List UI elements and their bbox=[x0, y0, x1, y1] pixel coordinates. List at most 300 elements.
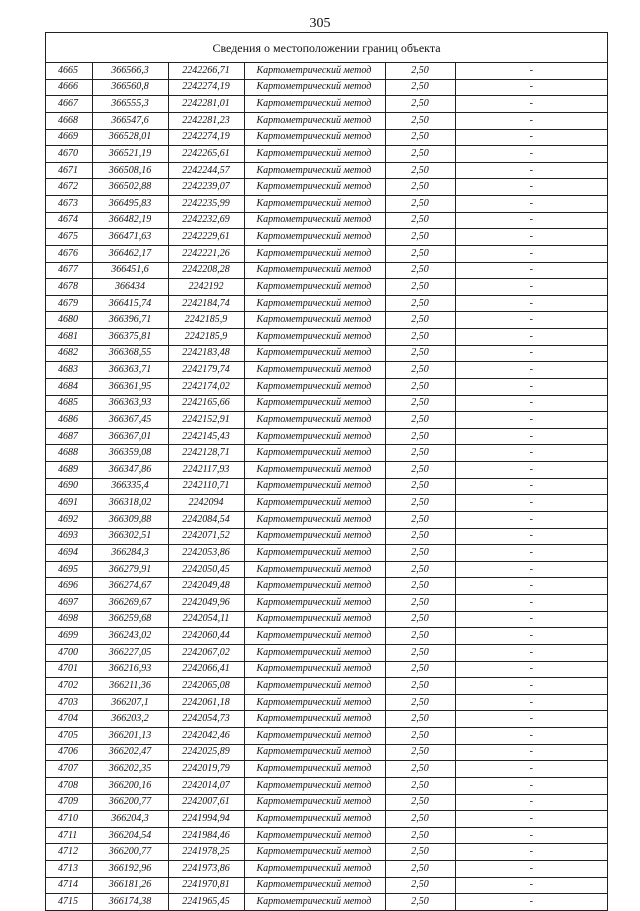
description-cell: - bbox=[455, 478, 607, 495]
x-coordinate-cell: 366200,77 bbox=[92, 794, 168, 811]
description-cell: - bbox=[455, 827, 607, 844]
description-cell: - bbox=[455, 262, 607, 279]
method-cell: Картометрический метод bbox=[244, 711, 385, 728]
description-cell: - bbox=[455, 694, 607, 711]
error-cell: 2,50 bbox=[385, 96, 455, 113]
y-coordinate-cell: 2242265,61 bbox=[168, 146, 244, 163]
method-cell: Картометрический метод bbox=[244, 744, 385, 761]
point-number-cell: 4674 bbox=[46, 212, 92, 229]
x-coordinate-cell: 366482,19 bbox=[92, 212, 168, 229]
y-coordinate-cell: 2242042,46 bbox=[168, 728, 244, 745]
error-cell: 2,50 bbox=[385, 511, 455, 528]
y-coordinate-cell: 2242007,61 bbox=[168, 794, 244, 811]
x-coordinate-cell: 366243,02 bbox=[92, 628, 168, 645]
x-coordinate-cell: 366566,3 bbox=[92, 63, 168, 79]
method-cell: Картометрический метод bbox=[244, 378, 385, 395]
error-cell: 2,50 bbox=[385, 63, 455, 79]
description-cell: - bbox=[529, 896, 533, 908]
y-coordinate-cell: 2242232,69 bbox=[168, 212, 244, 229]
error-cell: 2,50 bbox=[385, 694, 455, 711]
description-cell: - bbox=[455, 196, 607, 213]
x-coordinate-cell: 366181,26 bbox=[92, 877, 168, 894]
point-number-cell: 4693 bbox=[46, 528, 92, 545]
point-number-cell: 4700 bbox=[46, 644, 92, 661]
point-number-cell: 4705 bbox=[46, 728, 92, 745]
y-coordinate-cell: 2242084,54 bbox=[168, 511, 244, 528]
description-cell: - bbox=[455, 661, 607, 678]
y-coordinate-cell: 2242128,71 bbox=[168, 445, 244, 462]
error-cell: 2,50 bbox=[385, 827, 455, 844]
table-row bbox=[46, 79, 607, 96]
method-cell: Картометрический метод bbox=[244, 279, 385, 296]
table-row bbox=[46, 245, 607, 262]
error-cell: 2,50 bbox=[385, 279, 455, 296]
x-coordinate-cell: 366302,51 bbox=[92, 528, 168, 545]
y-coordinate-cell: 2242208,28 bbox=[168, 262, 244, 279]
description-cell: - bbox=[455, 877, 607, 894]
table-row bbox=[46, 462, 607, 479]
description-cell: - bbox=[455, 561, 607, 578]
x-coordinate-cell: 366368,55 bbox=[92, 345, 168, 362]
method-cell: Картометрический метод bbox=[244, 495, 385, 512]
x-coordinate-cell: 366547,6 bbox=[92, 112, 168, 129]
x-coordinate-cell: 366363,71 bbox=[92, 362, 168, 379]
point-number-cell: 4672 bbox=[46, 179, 92, 196]
x-coordinate-cell: 366528,01 bbox=[92, 129, 168, 146]
method-cell: Картометрический метод bbox=[244, 761, 385, 778]
table-row bbox=[46, 861, 607, 878]
y-coordinate-cell: 2242185,9 bbox=[168, 329, 244, 346]
method-cell: Картометрический метод bbox=[244, 578, 385, 595]
error-cell: 2,50 bbox=[385, 611, 455, 628]
point-number-cell: 4703 bbox=[46, 694, 92, 711]
error-cell: 2,50 bbox=[385, 245, 455, 262]
error-cell: 2,50 bbox=[385, 678, 455, 695]
x-coordinate-cell: 366335,4 bbox=[92, 478, 168, 495]
x-coordinate-cell: 366318,02 bbox=[92, 495, 168, 512]
method-cell: Картометрический метод bbox=[244, 528, 385, 545]
error-cell: 2,50 bbox=[385, 478, 455, 495]
table-row bbox=[46, 279, 607, 296]
method-cell: Картометрический метод bbox=[244, 295, 385, 312]
section-title: Сведения о местоположении границ объекта bbox=[46, 33, 607, 63]
x-coordinate-cell: 366495,83 bbox=[92, 196, 168, 213]
method-cell: Картометрический метод bbox=[244, 129, 385, 146]
x-coordinate-cell: 366211,36 bbox=[92, 678, 168, 695]
table-row bbox=[46, 63, 607, 79]
method-cell: Картометрический метод bbox=[244, 345, 385, 362]
error-cell: 2,50 bbox=[385, 661, 455, 678]
y-coordinate-cell: 2241978,25 bbox=[168, 844, 244, 861]
table-row bbox=[46, 628, 607, 645]
description-cell: - bbox=[455, 495, 607, 512]
point-number-cell: 4696 bbox=[46, 578, 92, 595]
y-coordinate-cell: 2242066,41 bbox=[168, 661, 244, 678]
description-cell: - bbox=[455, 279, 607, 296]
method-cell: Картометрический метод bbox=[244, 894, 385, 910]
description-cell: - bbox=[455, 861, 607, 878]
table-row bbox=[46, 678, 607, 695]
x-coordinate-cell: 366361,95 bbox=[92, 378, 168, 395]
x-coordinate-cell: 366192,96 bbox=[92, 861, 168, 878]
page-number: 305 bbox=[309, 16, 331, 31]
x-coordinate-cell: 366227,05 bbox=[92, 644, 168, 661]
method-cell: Картометрический метод bbox=[244, 395, 385, 412]
x-coordinate-cell: 366174,38 bbox=[92, 894, 168, 910]
y-coordinate-cell: 2241984,46 bbox=[168, 827, 244, 844]
description-cell: - bbox=[455, 162, 607, 179]
description-cell: - bbox=[455, 578, 607, 595]
point-number-cell: 4668 bbox=[46, 112, 92, 129]
error-cell: 2,50 bbox=[385, 196, 455, 213]
method-cell: Картометрический метод bbox=[244, 79, 385, 96]
y-coordinate-cell: 2242049,96 bbox=[168, 595, 244, 612]
table-row bbox=[46, 811, 607, 828]
y-coordinate-cell: 2242184,74 bbox=[168, 295, 244, 312]
point-number-cell: 4678 bbox=[46, 279, 92, 296]
y-coordinate-cell: 2242229,61 bbox=[168, 229, 244, 246]
x-coordinate-cell: 366502,88 bbox=[92, 179, 168, 196]
x-coordinate-cell: 366367,01 bbox=[92, 428, 168, 445]
y-coordinate-cell: 2242053,86 bbox=[168, 545, 244, 562]
y-coordinate-cell: 2242185,9 bbox=[168, 312, 244, 329]
table-row bbox=[46, 694, 607, 711]
point-number-cell: 4676 bbox=[46, 245, 92, 262]
y-coordinate-cell: 2242025,89 bbox=[168, 744, 244, 761]
error-cell: 2,50 bbox=[385, 811, 455, 828]
table-row bbox=[46, 295, 607, 312]
table-row bbox=[46, 827, 607, 844]
table-row bbox=[46, 894, 607, 910]
method-cell: Картометрический метод bbox=[244, 545, 385, 562]
y-coordinate-cell: 2242145,43 bbox=[168, 428, 244, 445]
method-cell: Картометрический метод bbox=[244, 694, 385, 711]
y-coordinate-cell: 2242117,93 bbox=[168, 462, 244, 479]
error-cell: 2,50 bbox=[385, 728, 455, 745]
error-cell: 2,50 bbox=[385, 545, 455, 562]
error-cell: 2,50 bbox=[385, 578, 455, 595]
description-cell: - bbox=[455, 511, 607, 528]
description-cell: - bbox=[455, 462, 607, 479]
description-cell: - bbox=[455, 395, 607, 412]
point-number-cell: 4704 bbox=[46, 711, 92, 728]
table-row bbox=[46, 96, 607, 113]
point-number-cell: 4689 bbox=[46, 462, 92, 479]
method-cell: Картометрический метод bbox=[244, 329, 385, 346]
y-coordinate-cell: 2242183,48 bbox=[168, 345, 244, 362]
method-cell: Картометрический метод bbox=[244, 661, 385, 678]
error-cell: 2,50 bbox=[385, 146, 455, 163]
description-cell: - bbox=[455, 728, 607, 745]
description-cell: - bbox=[455, 595, 607, 612]
error-cell: 2,50 bbox=[385, 445, 455, 462]
point-number-cell: 4710 bbox=[46, 811, 92, 828]
point-number-cell: 4695 bbox=[46, 561, 92, 578]
x-coordinate-cell: 366375,81 bbox=[92, 329, 168, 346]
x-coordinate-cell: 366202,35 bbox=[92, 761, 168, 778]
description-cell: - bbox=[455, 428, 607, 445]
point-number-cell: 4702 bbox=[46, 678, 92, 695]
x-coordinate-cell: 366216,93 bbox=[92, 661, 168, 678]
point-number-cell: 4667 bbox=[46, 96, 92, 113]
error-cell: 2,50 bbox=[385, 345, 455, 362]
x-coordinate-cell: 366363,93 bbox=[92, 395, 168, 412]
description-cell: - bbox=[455, 777, 607, 794]
table-row bbox=[46, 112, 607, 129]
point-number-cell: 4670 bbox=[46, 146, 92, 163]
method-cell: Картометрический метод bbox=[244, 245, 385, 262]
y-coordinate-cell: 2242067,02 bbox=[168, 644, 244, 661]
error-cell: 2,50 bbox=[385, 561, 455, 578]
method-cell: Картометрический метод bbox=[244, 561, 385, 578]
description-cell: - bbox=[455, 362, 607, 379]
description-cell: - bbox=[455, 345, 607, 362]
point-number-cell: 4683 bbox=[46, 362, 92, 379]
table-row bbox=[46, 661, 607, 678]
point-number-cell: 4682 bbox=[46, 345, 92, 362]
x-coordinate-cell: 366279,91 bbox=[92, 561, 168, 578]
method-cell: Картометрический метод bbox=[244, 811, 385, 828]
table-row bbox=[46, 561, 607, 578]
description-cell: - bbox=[455, 378, 607, 395]
method-cell: Картометрический метод bbox=[244, 728, 385, 745]
method-cell: Картометрический метод bbox=[244, 827, 385, 844]
x-coordinate-cell: 366207,1 bbox=[92, 694, 168, 711]
method-cell: Картометрический метод bbox=[244, 112, 385, 129]
error-cell: 2,50 bbox=[385, 262, 455, 279]
description-cell: - bbox=[455, 811, 607, 828]
table-row bbox=[46, 595, 607, 612]
description-cell: - bbox=[455, 844, 607, 861]
description-cell: - bbox=[455, 179, 607, 196]
description-cell: - bbox=[455, 528, 607, 545]
y-coordinate-cell: 2242071,52 bbox=[168, 528, 244, 545]
point-number-cell: 4686 bbox=[46, 412, 92, 429]
x-coordinate-cell: 366204,3 bbox=[92, 811, 168, 828]
point-number-cell: 4677 bbox=[46, 262, 92, 279]
description-cell: - bbox=[455, 96, 607, 113]
table-row bbox=[46, 196, 607, 213]
point-number-cell: 4680 bbox=[46, 312, 92, 329]
table-row bbox=[46, 711, 607, 728]
x-coordinate-cell: 366462,17 bbox=[92, 245, 168, 262]
method-cell: Картометрический метод bbox=[244, 63, 385, 79]
point-number-cell: 4675 bbox=[46, 229, 92, 246]
error-cell: 2,50 bbox=[385, 129, 455, 146]
description-cell: - bbox=[455, 212, 607, 229]
y-coordinate-cell: 2242060,44 bbox=[168, 628, 244, 645]
y-coordinate-cell: 2242239,07 bbox=[168, 179, 244, 196]
method-cell: Картометрический метод bbox=[244, 877, 385, 894]
description-cell: - bbox=[455, 63, 607, 79]
y-coordinate-cell: 2242192 bbox=[168, 279, 244, 296]
point-number-cell: 4712 bbox=[46, 844, 92, 861]
x-coordinate-cell: 366200,16 bbox=[92, 777, 168, 794]
method-cell: Картометрический метод bbox=[244, 362, 385, 379]
y-coordinate-cell: 2242152,91 bbox=[168, 412, 244, 429]
table-row bbox=[46, 229, 607, 246]
method-cell: Картометрический метод bbox=[244, 678, 385, 695]
method-cell: Картометрический метод bbox=[244, 861, 385, 878]
table-row bbox=[46, 345, 607, 362]
description-cell: - bbox=[455, 329, 607, 346]
method-cell: Картометрический метод bbox=[244, 595, 385, 612]
x-coordinate-cell: 366202,47 bbox=[92, 744, 168, 761]
y-coordinate-cell: 2242174,02 bbox=[168, 378, 244, 395]
table-row bbox=[46, 146, 607, 163]
description-cell: - bbox=[455, 445, 607, 462]
method-cell: Картометрический метод bbox=[244, 312, 385, 329]
x-coordinate-cell: 366471,63 bbox=[92, 229, 168, 246]
method-cell: Картометрический метод bbox=[244, 196, 385, 213]
y-coordinate-cell: 2242054,73 bbox=[168, 711, 244, 728]
y-coordinate-cell: 2242221,26 bbox=[168, 245, 244, 262]
description-cell: - bbox=[455, 678, 607, 695]
y-coordinate-cell: 2241965,45 bbox=[168, 894, 244, 910]
point-number-cell: 4715 bbox=[46, 894, 92, 910]
y-coordinate-cell: 2242179,74 bbox=[168, 362, 244, 379]
error-cell: 2,50 bbox=[385, 378, 455, 395]
table-row bbox=[46, 445, 607, 462]
point-number-cell: 4673 bbox=[46, 196, 92, 213]
table-row bbox=[46, 478, 607, 495]
x-coordinate-cell: 366415,74 bbox=[92, 295, 168, 312]
error-cell: 2,50 bbox=[385, 329, 455, 346]
y-coordinate-cell: 2242061,18 bbox=[168, 694, 244, 711]
table-row bbox=[46, 844, 607, 861]
error-cell: 2,50 bbox=[385, 844, 455, 861]
error-cell: 2,50 bbox=[385, 312, 455, 329]
description-cell: - bbox=[455, 295, 607, 312]
method-cell: Картометрический метод bbox=[244, 212, 385, 229]
x-coordinate-cell: 366259,68 bbox=[92, 611, 168, 628]
point-number-cell: 4685 bbox=[46, 395, 92, 412]
error-cell: 2,50 bbox=[385, 877, 455, 894]
boundary-points-table bbox=[46, 63, 607, 910]
table-row bbox=[46, 412, 607, 429]
point-number-cell: 4679 bbox=[46, 295, 92, 312]
x-coordinate-cell: 366269,67 bbox=[92, 595, 168, 612]
y-coordinate-cell: 2242274,19 bbox=[168, 129, 244, 146]
point-number-cell: 4701 bbox=[46, 661, 92, 678]
y-coordinate-cell: 2242244,57 bbox=[168, 162, 244, 179]
table-row bbox=[46, 545, 607, 562]
method-cell: Картометрический метод bbox=[244, 162, 385, 179]
point-number-cell: 4706 bbox=[46, 744, 92, 761]
error-cell: 2,50 bbox=[385, 212, 455, 229]
description-cell: - bbox=[455, 245, 607, 262]
table-row bbox=[46, 877, 607, 894]
table-row bbox=[46, 329, 607, 346]
table-row bbox=[46, 378, 607, 395]
error-cell: 2,50 bbox=[385, 412, 455, 429]
description-cell: - bbox=[455, 146, 607, 163]
point-number-cell: 4688 bbox=[46, 445, 92, 462]
y-coordinate-cell: 2242281,01 bbox=[168, 96, 244, 113]
point-number-cell: 4714 bbox=[46, 877, 92, 894]
method-cell: Картометрический метод bbox=[244, 96, 385, 113]
y-coordinate-cell: 2242049,48 bbox=[168, 578, 244, 595]
error-cell: 2,50 bbox=[385, 761, 455, 778]
point-number-cell: 4666 bbox=[46, 79, 92, 96]
table-row bbox=[46, 728, 607, 745]
table-row bbox=[46, 395, 607, 412]
error-cell: 2,50 bbox=[385, 711, 455, 728]
x-coordinate-cell: 366555,3 bbox=[92, 96, 168, 113]
point-number-cell: 4671 bbox=[46, 162, 92, 179]
point-number-cell: 4713 bbox=[46, 861, 92, 878]
point-number-cell: 4699 bbox=[46, 628, 92, 645]
error-cell: 2,50 bbox=[385, 861, 455, 878]
y-coordinate-cell: 2242065,08 bbox=[168, 678, 244, 695]
description-cell: - bbox=[455, 711, 607, 728]
table-row bbox=[46, 794, 607, 811]
error-cell: 2,50 bbox=[385, 628, 455, 645]
error-cell: 2,50 bbox=[385, 229, 455, 246]
x-coordinate-cell: 366201,13 bbox=[92, 728, 168, 745]
error-cell: 2,50 bbox=[385, 744, 455, 761]
x-coordinate-cell: 366204,54 bbox=[92, 827, 168, 844]
description-cell: - bbox=[455, 412, 607, 429]
point-number-cell: 4684 bbox=[46, 378, 92, 395]
table-row bbox=[46, 761, 607, 778]
description-cell: - bbox=[455, 628, 607, 645]
error-cell: 2,50 bbox=[385, 528, 455, 545]
error-cell: 2,50 bbox=[385, 428, 455, 445]
table-row bbox=[46, 129, 607, 146]
description-cell: - bbox=[455, 229, 607, 246]
table-row bbox=[46, 511, 607, 528]
method-cell: Картометрический метод bbox=[244, 262, 385, 279]
description-cell: - bbox=[455, 79, 607, 96]
x-coordinate-cell: 366203,2 bbox=[92, 711, 168, 728]
method-cell: Картометрический метод bbox=[244, 412, 385, 429]
error-cell: 2,50 bbox=[385, 644, 455, 661]
error-cell: 2,50 bbox=[385, 462, 455, 479]
error-cell: 2,50 bbox=[385, 162, 455, 179]
y-coordinate-cell: 2242266,71 bbox=[168, 63, 244, 79]
method-cell: Картометрический метод bbox=[244, 179, 385, 196]
method-cell: Картометрический метод bbox=[244, 844, 385, 861]
error-cell: 2,50 bbox=[385, 295, 455, 312]
point-number-cell: 4709 bbox=[46, 794, 92, 811]
point-number-cell: 4690 bbox=[46, 478, 92, 495]
table-row bbox=[46, 578, 607, 595]
table-row bbox=[46, 528, 607, 545]
y-coordinate-cell: 2242235,99 bbox=[168, 196, 244, 213]
x-coordinate-cell: 366309,88 bbox=[92, 511, 168, 528]
y-coordinate-cell: 2242054,11 bbox=[168, 611, 244, 628]
description-cell: - bbox=[455, 611, 607, 628]
y-coordinate-cell: 2242274,19 bbox=[168, 79, 244, 96]
point-number-cell: 4681 bbox=[46, 329, 92, 346]
method-cell: Картометрический метод bbox=[244, 794, 385, 811]
x-coordinate-cell: 366284,3 bbox=[92, 545, 168, 562]
table-row bbox=[46, 611, 607, 628]
error-cell: 2,50 bbox=[385, 495, 455, 512]
description-cell: - bbox=[455, 794, 607, 811]
x-coordinate-cell: 366359,08 bbox=[92, 445, 168, 462]
boundary-table-sheet bbox=[45, 32, 608, 911]
point-number-cell: 4687 bbox=[46, 428, 92, 445]
method-cell: Картометрический метод bbox=[244, 777, 385, 794]
x-coordinate-cell: 366347,86 bbox=[92, 462, 168, 479]
method-cell: Картометрический метод bbox=[244, 428, 385, 445]
description-cell: - bbox=[455, 112, 607, 129]
error-cell: 2,50 bbox=[385, 395, 455, 412]
description-cell: - bbox=[455, 644, 607, 661]
y-coordinate-cell: 2242014,07 bbox=[168, 777, 244, 794]
